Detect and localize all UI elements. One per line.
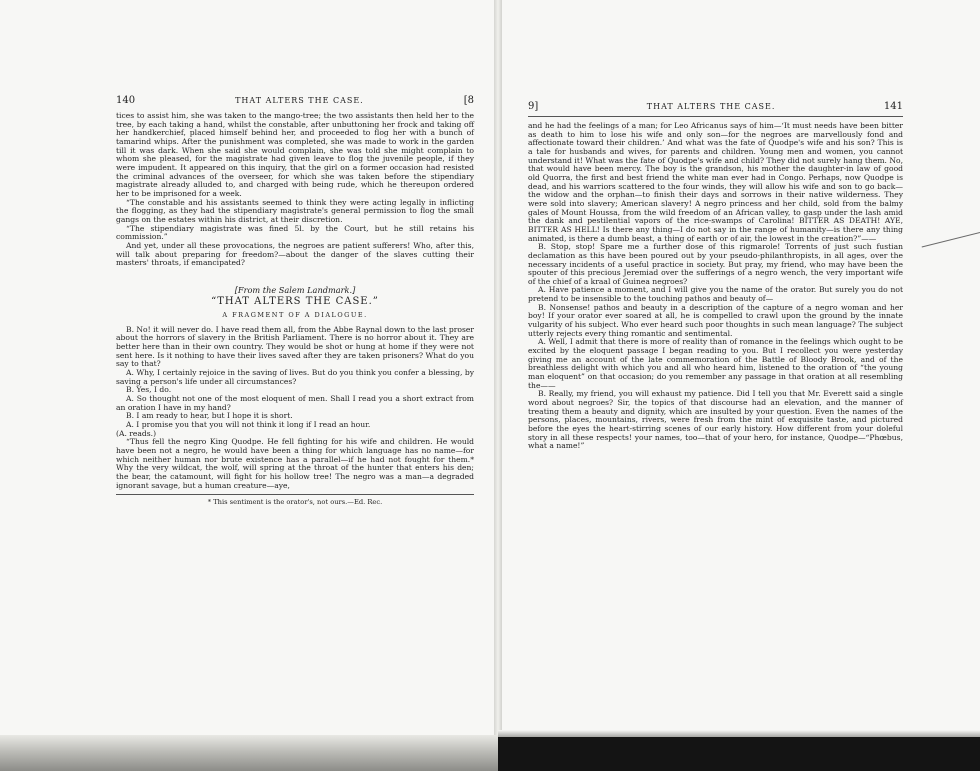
paragraph: “The constable and his assistants seemed to think they were acting legally in inflicting the flogging, as they had the stipendiary magistrate's general permission to flog the small gangs on the estates within his district, at their discretion.: [116, 197, 474, 224]
left-page-edge-shadow: [0, 735, 498, 771]
right-section-mark: 9]: [528, 101, 539, 112]
footnote-rule: [116, 494, 474, 495]
header-rule: [528, 116, 903, 117]
dialogue-line: B. I am ready to hear, but I hope it is short.: [126, 411, 293, 421]
scan-background-dark: [498, 737, 980, 771]
margin-stray-line: [922, 232, 980, 247]
right-page-header: [528, 101, 903, 112]
right-page: [498, 0, 980, 771]
article-title: “THAT ALTERS THE CASE.”: [211, 296, 379, 308]
left-section-mark: [8: [463, 95, 474, 106]
left-page-header: [116, 95, 474, 106]
paragraph: and he had the feelings of a man; for Leo Africanus says of him—‘It must needs have been bitter as death to him to lose his wife and only son—for the negroes are marvellously fond and affectionate toward their children.’ And what was the fate of Quodpe's wife and his son? This is a tale for husbands and wives, for parents and children. Young men and women, you cannot understand it! What was the fate of Quodpe's wife and child? They did not surely hang them. No, that would have been mercy. The boy is the grandson, his mother the daughter-in law of good old Quorra, the first and best friend the white man ever had in Congo. Perhaps, now Quodpe is dead, and his warriors scattered to the four winds, they will allow his wife and son to go back—the widow and the orphan—to finish their days and sorrows in their native wilderness. They were sold into slavery; American slavery! A negro princess and her child, sold from the balmy gales of Mount Houssa, from the wild freedom of an African valley, to gasp under the lash amid the dank and pestilential vapors of the rice-swamps of Carolina! BITTER AS DEATH! AYE, BITTER AS HELL! Is there any thing—I do not say in the range of humanity—is there any thing animated, is there a dumb beast, a thing of earth or of air, the lowest in the creation?”——: [528, 121, 903, 243]
dialogue-line: A. So thought not one of the most eloquent of men. Shall I read you a short extract from an oration I have in my hand?: [116, 394, 474, 412]
dialogue-line: A. Why, I certainly rejoice in the saving of lives. But do you think you confer a blessing, by saving a person's life under all circumstances?: [116, 368, 474, 386]
right-column: [528, 122, 903, 451]
paragraph: tices to assist him, she was taken to the mango-tree; the two assistants then held her to the tree, by each taking a hand, whilst the constable, after unbuttoning her frock and taking off her handkerchief, placed himself behind her, and proceeded to flog her with a bunch of tamarind whips. After the punishment was completed, she was made to work in the garden till it was dark. When she said she would complain, she was told she might complain to whom she pleased, for the magistrate had given leave to flog the juvenile people, if they were impudent. It appeared on this inquiry, that the girl on a former occasion had resisted the criminal advances of the overseer, for which she was taken before the stipendiary magistrate already alluded to, and charged with being rude, which he thereupon ordered her to be imprisoned for a week.: [116, 111, 474, 198]
dialogue-line: “Thus fell the negro King Quodpe. He fell fighting for his wife and children. He would have been not a negro, he would have been a thing for which language has no name—for which neither human nor brute existence has a parallel—if he had not fought for them.* Why the very wildcat, the wolf, will spring at the throat of the hunter that enters his den; the bear, the catamount, will fight for his hollow tree! The negro was a man—a degraded ignorant savage, but a human creature—aye,: [116, 437, 474, 490]
paragraph: And yet, under all these provocations, the negroes are patient sufferers! Who, after this, will talk about preparing for freedom?—about the danger of the slaves cutting their masters' throats, if emancipated?: [116, 240, 474, 268]
dialogue-line: B. Nonsense! pathos and beauty in a description of the capture of a negro woman and her boy! If your orator ever soared at all, he is compelled to crawl upon the ground by the innate vulgarity of his subject. Who ever heard such poor thoughts in such mean language? The subject utterly rejects every thing romantic and sentimental.: [528, 302, 903, 338]
dialogue-line: B. Yes, I do.: [126, 385, 172, 395]
dialogue-line: B. No! it will never do. I have read them all, from the Abbe Raynal down to the last proser about the horrors of slavery in the British Parliament. There is no horror about it. They are better here than in their own country. They would be shot or hung at home if they were not sent here. Is it nothing to have their lives saved after they are taken prisoners? What do you say to that?: [116, 324, 474, 369]
paragraph: “The stipendiary magistrate was fined 5l. by the Court, but he still retains his commission.”: [116, 223, 474, 242]
left-running-head: THAT ALTERS THE CASE.: [235, 96, 364, 105]
right-running-head: THAT ALTERS THE CASE.: [646, 102, 776, 111]
dialogue-line: A. I promise you that you will not think it long if I read an hour.: [126, 420, 371, 429]
article-subtitle: A FRAGMENT OF A DIALOGUE.: [222, 311, 368, 320]
article-source: [From the Salem Landmark.]: [234, 284, 356, 295]
book-gutter: [494, 0, 502, 771]
left-column: [116, 112, 474, 507]
footnote: * This sentiment is the orator's, not ours.—Ed. Rec.: [207, 498, 383, 507]
dialogue-line: A. Have patience a moment, and I will give you the name of the orator. But surely you do not pretend to be insensible to the touching pathos and beauty of—: [528, 285, 903, 304]
left-page-number: 140: [116, 95, 136, 106]
right-page-number: 141: [883, 101, 903, 112]
dialogue-line: (A. reads.): [116, 428, 157, 438]
dialogue-line: A. Well, I admit that there is more of reality than of romance in the feelings which ought to be excited by the eloquent passage I began reading to you. But I recollect you were yesterday giving me an account of the late commemoration of the Battle of Bloody Brook, and of the breathless delight with which you and all who heard him, listened to the oration of “the young man eloquent” on that occasion; do you remember any passage in that oration at all resembling the——: [528, 337, 903, 390]
dialogue-line: B. Stop, stop! Spare me a further dose of this rigmarole! Torrents of just such fustian declamation as this have been poured out by your pseudo-philanthropists, in all ages, over the necessary incidents of a useful practice in society. But pray, my friend, who may have been the spouter of this precious Jeremiad over the sufferings of a negro wench, the very important wife of the chief of a kraal of Guinea negroes?: [528, 242, 903, 286]
dialogue-line: B. Really, my friend, you will exhaust my patience. Did I tell you that Mr. Everett said a single word about negroes? Sir, the topics of that discourse had an elevation, and the manner of treating them a beauty and dignity, which are insulted by your question. Even the names of the persons, places, mountains, rivers, were fresh from the mint of exquisite taste, and pictured before the eyes the heart-stirring scenes of our early history. How different from your doleful story in all these respects! your names, too—that of your hero, for instance, Quodpe—“Phœbus, what a name!”: [528, 389, 903, 451]
